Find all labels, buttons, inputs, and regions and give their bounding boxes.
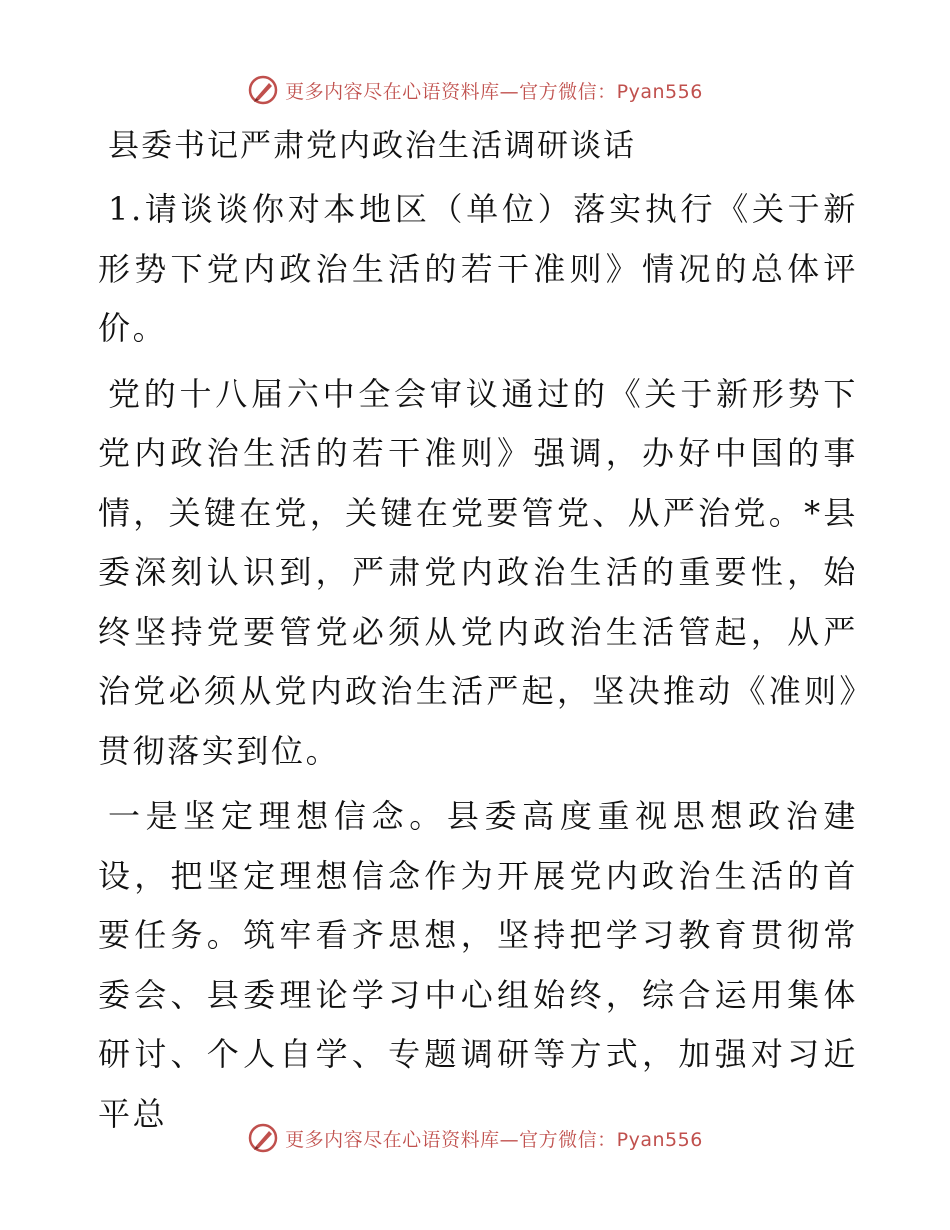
document-body [98,122,858,1150]
paragraph-point-1: 一是坚定理想信念。县委高度重视思想政治建设，把坚定理想信念作为开展党内政治生活的首要任务。筑牢看齐思想，坚持把学习教育贯彻常委会、县委理论学习中心组始终，综合运用集体研讨、个人自学、专题调研等方式，加强对习近平总 [98,797,858,1133]
document-title: 县委书记严肃党内政治生活调研谈话 [108,128,636,164]
watermark-footer [0,1122,950,1154]
paragraph-question-1: 1.请谈谈你对本地区（单位）落实执行《关于新形势下党内政治生活的若干准则》情况的总体评价。 [98,190,858,347]
pen-logo-icon [247,1122,279,1154]
watermark-text: 更多内容尽在心语资料库—官方微信：Pyan556 [285,1128,703,1151]
pen-logo-icon [247,74,279,106]
paragraph-overview: 党的十八届六中全会审议通过的《关于新形势下党内政治生活的若干准则》强调，办好中国的事情，关键在党，关键在党要管党、从严治党。*县委深刻认识到，严肃党内政治生活的重要性，始终坚持党要管党必须从党内政治生活管起，从严治党必须从党内政治生活严起，坚决推动《准则》贯彻落实到位。 [98,374,858,770]
watermark-header [0,74,950,106]
watermark-text: 更多内容尽在心语资料库—官方微信：Pyan556 [285,80,703,103]
